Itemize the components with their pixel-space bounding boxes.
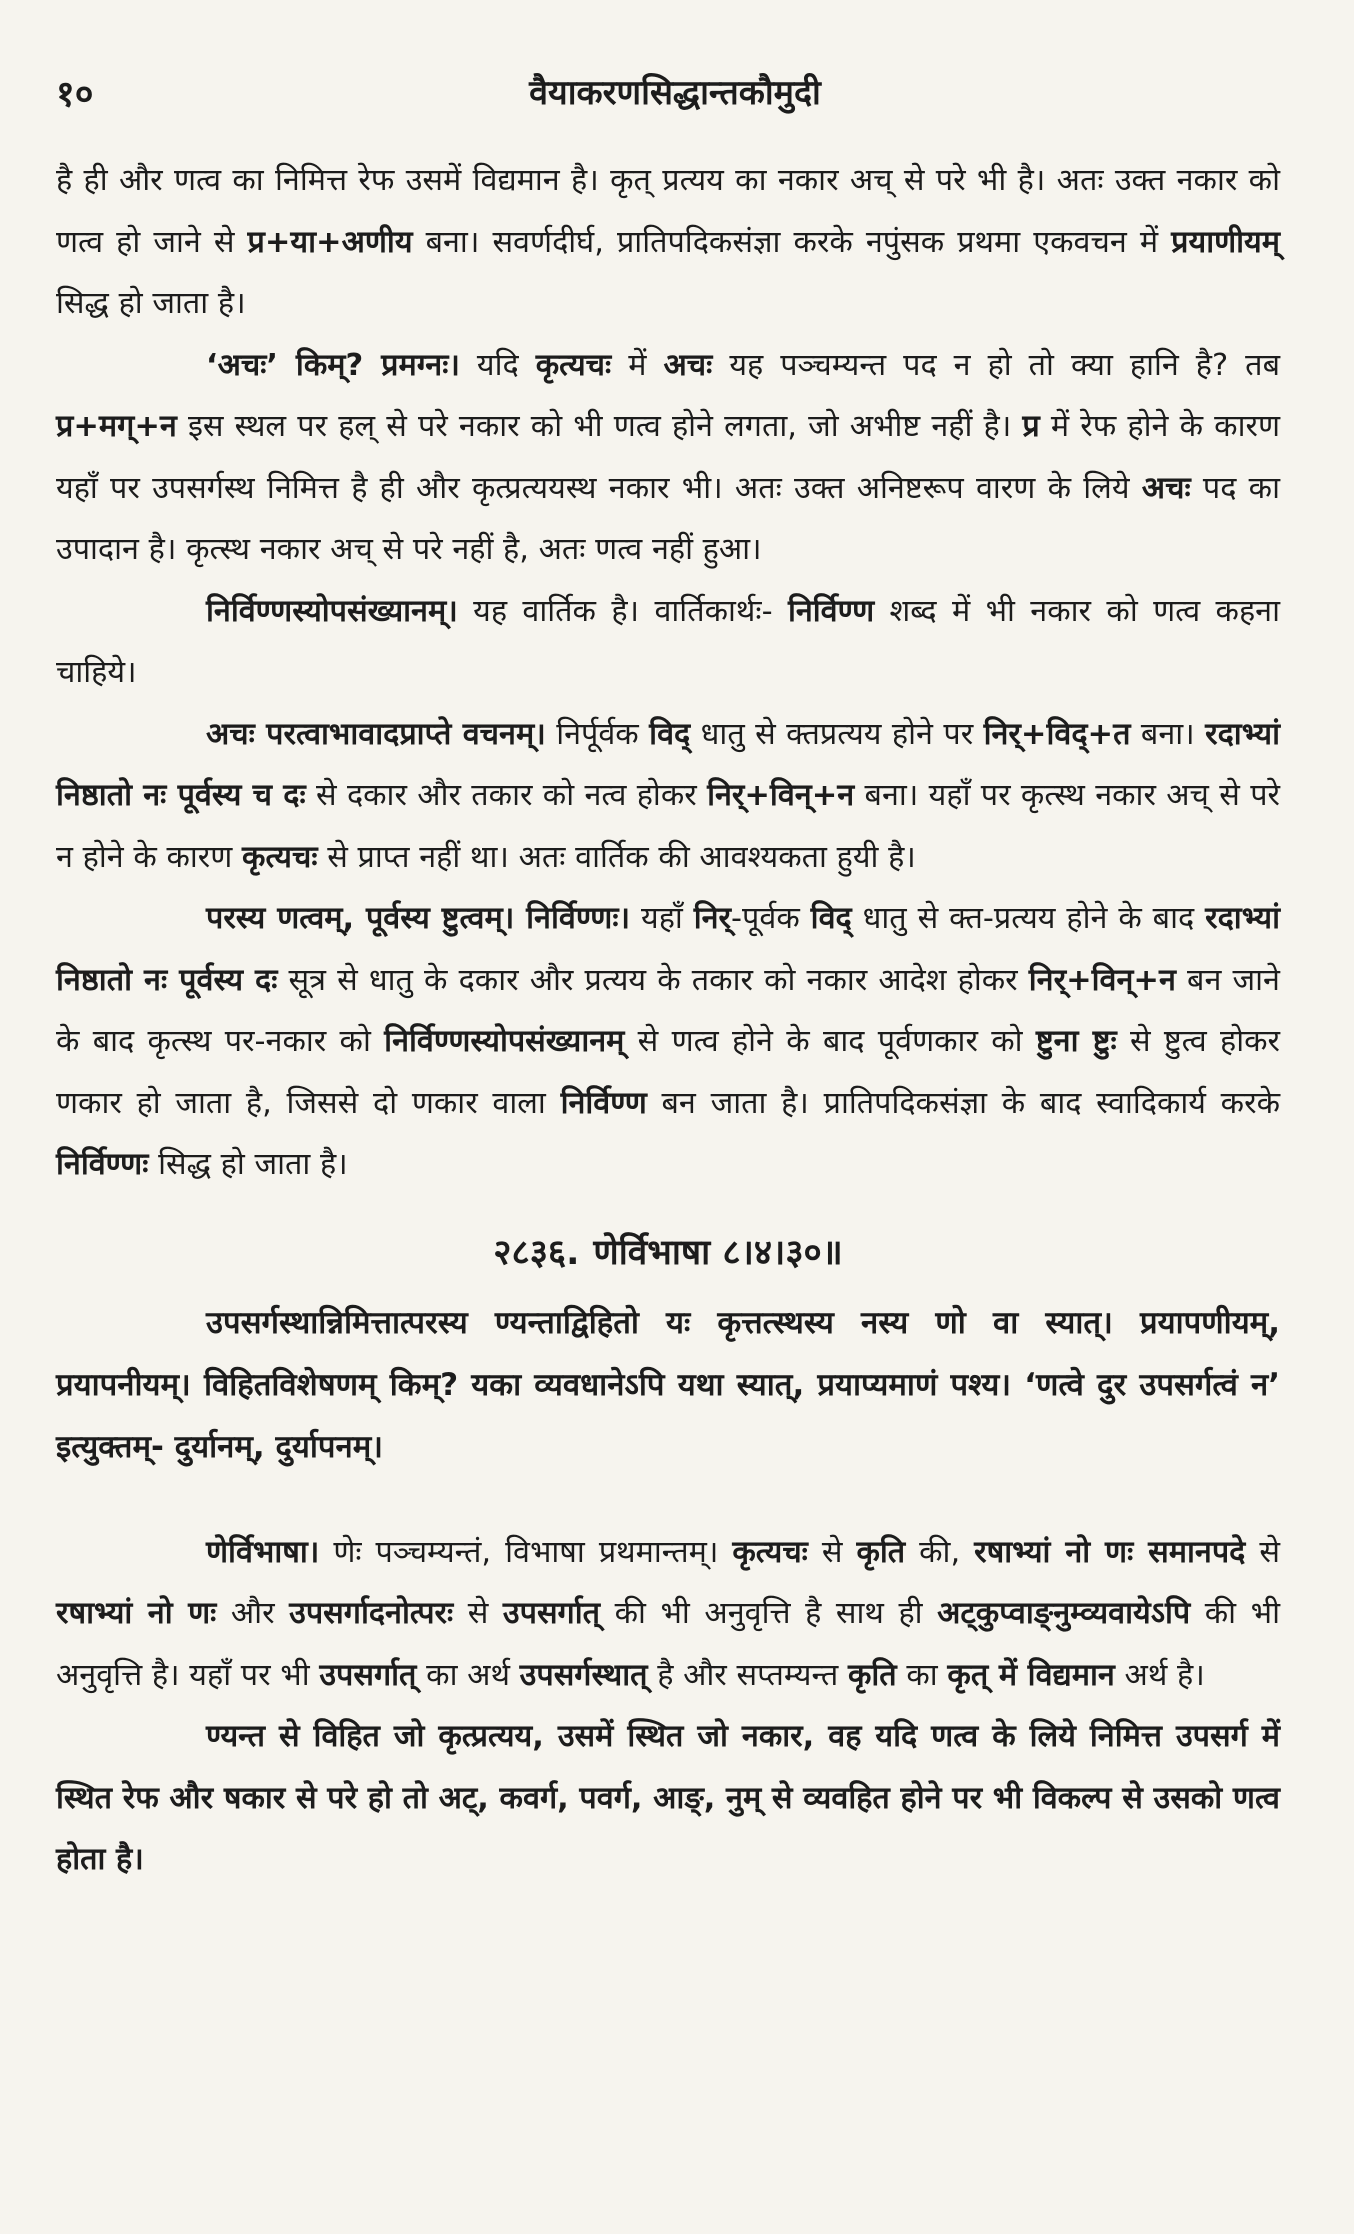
paragraph-6: णेर्विभाषा। णेः पञ्चम्यन्तं, विभाषा प्रथमान्तम्। कृत्यचः से कृति की, रषाभ्यां नो णः समानपदे से रषाभ्यां नो णः और उपसर्गादनोत्परः से उपसर्गात् की भी अनुवृत्ति है साथ ही अट्कुप्वाङ्नुम्व्यवायेऽपि की भी अनुवृत्ति है। यहाँ पर भी उपसर्गात् का अर्थ उपसर्गस्थात् है और सप्तम्यन्त कृति का कृत् में विद्यमान अर्थ है।: [56, 1534, 1280, 1693]
vritti-text: उपसर्गस्थान्निमित्तात्परस्य ण्यन्ताद्विहितो यः कृत्तत्स्थस्य नस्य णो वा स्यात्। प्रयापणीयम्, प्रयापनीयम्। विहितविशेषणम् किम्? यका व्यवधानेऽपि यथा स्यात्, प्रयाप्यमाणं पश्य। ‘णत्वे दुर उपसर्गत्वं न’ इत्युक्तम्- दुर्यानम्, दुर्यापनम्।: [56, 1304, 1280, 1465]
paragraph-3: निर्विण्णस्योपसंख्यानम्। यह वार्तिक है। वार्तिकार्थः- निर्विण्ण शब्द में भी नकार को णत्व कहना चाहिये।: [56, 593, 1280, 690]
paragraph-5: परस्य णत्वम्, पूर्वस्य ष्टुत्वम्। निर्विण्णः। यहाँ निर्-पूर्वक विद् धातु से क्त-प्रत्यय होने के बाद रदाभ्यां निष्ठातो नः पूर्वस्य दः सूत्र से धातु के दकार और प्रत्यय के तकार को नकार आदेश होकर निर्+विन्+न बन जाने के बाद कृत्स्थ पर-नकार को निर्विण्णस्योपसंख्यानम् से णत्व होने के बाद पूर्वणकार को ष्टुना ष्टुः से ष्टुत्व होकर णकार हो जाता है, जिससे दो णकार वाला निर्विण्ण बन जाता है। प्रातिपदिकसंज्ञा के बाद स्वादिकार्य करके निर्विण्णः सिद्ध हो जाता है।: [56, 901, 1281, 1182]
sutra-number: २८३६.: [493, 1232, 580, 1273]
paragraph-4: अचः परत्वाभावादप्राप्ते वचनम्। निर्पूर्वक विद् धातु से क्तप्रत्यय होने पर निर्+विद्+त बना। रदाभ्यां निष्ठातो नः पूर्वस्य च दः से दकार और तकार को नत्व होकर निर्+विन्+न बना। यहाँ पर कृत्स्थ नकार अच् से परे न होने के कारण कृत्यचः से प्राप्त नहीं था। अतः वार्तिक की आवश्यकता हुयी है।: [56, 716, 1280, 875]
page-body: [56, 150, 1280, 1891]
paragraph-7: ण्यन्त से विहित जो कृत्प्रत्यय, उसमें स्थित जो नकार, वह यदि णत्व के लिये निमित्त उपसर्ग में स्थित रेफ और षकार से परे हो तो अट्, कवर्ग, पवर्ग, आङ्, नुम् से व्यवहित होने पर भी विकल्प से उसको णत्व होता है।: [56, 1719, 1280, 1877]
paragraph-1: है ही और णत्व का निमित्त रेफ उसमें विद्यमान है। कृत् प्रत्यय का नकार अच् से परे भी है। अतः उक्त नकार को णत्व हो जाने से प्र+या+अणीय बना। सवर्णदीर्घ, प्रातिपदिकसंज्ञा करके नपुंसक प्रथमा एकवचन में प्रयाणीयम् सिद्ध हो जाता है।: [56, 163, 1280, 321]
sutra-heading: [56, 1218, 1280, 1288]
page-header: [56, 68, 1294, 128]
page-number: १०: [56, 74, 94, 115]
sutra-text: णेर्विभाषा ८।४।३०॥: [593, 1232, 843, 1273]
running-title: वैयाकरणसिद्धान्तकौमुदी: [529, 73, 821, 113]
paragraph-2: ‘अचः’ किम्? प्रमग्नः। यदि कृत्यचः में अचः यह पञ्चम्यन्त पद न हो तो क्या हानि है? तब प्र+मग्+न इस स्थल पर हल् से परे नकार को भी णत्व होने लगता, जो अभीष्ट नहीं है। प्र में रेफ होने के कारण यहाँ पर उपसर्गस्थ निमित्त है ही और कृत्प्रत्ययस्थ नकार भी। अतः उक्त अनिष्टरूप वारण के लिये अचः पद का उपादान है। कृत्स्थ नकार अच् से परे नहीं है, अतः णत्व नहीं हुआ।: [56, 347, 1280, 567]
